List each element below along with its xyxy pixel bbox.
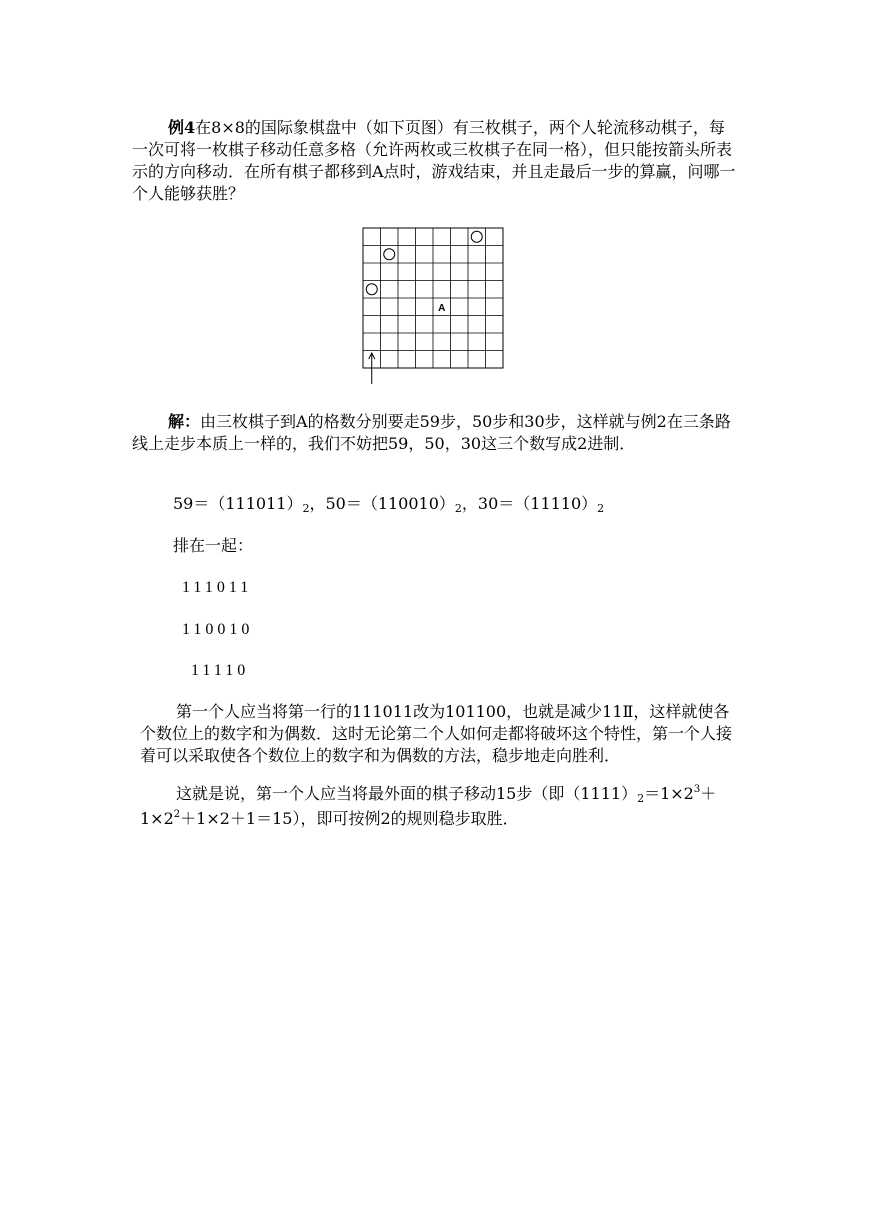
chess-piece — [471, 231, 482, 242]
arrange-label: 排在一起： — [173, 536, 254, 555]
binary-equations: 59＝（111011）2，50＝（110010）2，30＝（11110）2 — [173, 494, 605, 515]
binary-row-2: 110010 — [182, 621, 254, 638]
solution-text: 由三枚棋子到A的格数分别要走59步，50步和30步，这样就与例2在三条路线上走步本质上一样的，我们不妨把59，50，30这三个数写成2进制． — [132, 412, 731, 453]
problem-paragraph — [132, 117, 737, 205]
chess-piece — [366, 284, 377, 295]
binary-row-1: 111011 — [182, 579, 253, 596]
point-a-label: A — [438, 302, 446, 314]
binary-row-3: 11110 — [191, 662, 250, 679]
problem-label: 例4 — [168, 118, 196, 137]
problem-text: 在8×8的国际象棋盘中（如下页图）有三枚棋子，两个人轮流移动棋子，每一次可将一枚棋子移动任意多格（允许两枚或三枚棋子在同一格），但只能按箭头所表示的方向移动．在所有棋子都移到A点时，游戏结束，并且走最后一步的算赢，问哪一个人能够获胜？ — [132, 118, 736, 203]
conclusion-paragraph: 这就是说，第一个人应当将最外面的棋子移动15步（即$(1111)2=1\times 2^3+1\times 2^2+1\times 2+1=15$），即可按例2的规则稳步取胜． — [140, 784, 717, 828]
chess-piece — [384, 249, 395, 260]
solution-paragraph: 解：由三枚棋子到A的格数分别要走59步，50步和30步，这样就与例2在三条路线上走步本质上一样的，我们不妨把59，50，30这三个数写成2进制． — [132, 412, 731, 453]
strategy-paragraph: 第一个人应当将第一行的111011改为101100，也就是减少11Ⅱ，这样就使各个数位上的数字和为偶数．这时无论第二个人如何走都将破坏这个特性，第一个人接着可以采取使各个数位上的数字和为偶数的方法，稳步地走向胜利． — [140, 702, 733, 765]
solution-label: 解 — [168, 412, 185, 431]
chess-board — [360, 225, 510, 395]
